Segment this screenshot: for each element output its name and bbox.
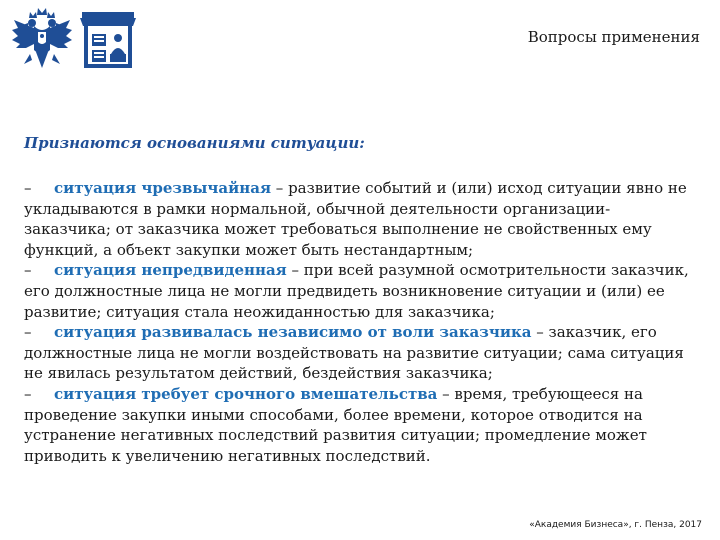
- list-item-term: ситуация чрезвычайная: [54, 179, 272, 197]
- list-item-term: ситуация непредвиденная: [54, 261, 287, 280]
- list-item-text: – заказчик, его должностные лица не могли воздействовать на развитие ситуации; сама ситуация не явилась результатом действий, бездействия заказчика;: [24, 323, 684, 383]
- list-dash: –: [24, 323, 32, 342]
- list-item: [24, 384, 696, 466]
- page-title: Вопросы применения: [527, 28, 700, 46]
- list-item-term: ситуация требует срочного вмешательства: [54, 384, 438, 403]
- list-dash: –: [24, 179, 32, 197]
- list-item-text: – развитие событий и (или) исход ситуации явно не укладываются в рамки нормальной, обычной деятельности организации-заказчика; от заказчика может требоваться выполнение не свойственных ему функций, а объект закупки может быть нестандартным;: [24, 179, 687, 259]
- list-item-text: – при всей разумной осмотрительности заказчик, его должностные лица не могли предвидеть возникновение ситуации и (или) ее развитие; ситуация стала неожиданностью для заказчика;: [24, 261, 689, 321]
- double-headed-eagle-icon: [10, 8, 74, 74]
- list-item: [24, 322, 696, 384]
- kiosk-shop-icon: [80, 10, 136, 70]
- list-item: [24, 260, 696, 322]
- header: [0, 0, 720, 80]
- list-dash: –: [24, 384, 32, 403]
- list-item: [24, 178, 696, 260]
- grounds-list: [24, 178, 696, 466]
- section-heading: Признаются основаниями ситуации:: [24, 134, 365, 152]
- list-item-text: – время, требующееся на проведение закупки иными способами, более времени, которое отводится на устранение негативных последствий развития ситуации; промедление может приводить к увеличению негативных последствий.: [24, 384, 647, 465]
- footer-credit: «Академия Бизнеса», г. Пенза, 2017: [529, 520, 702, 530]
- list-dash: –: [24, 261, 32, 280]
- list-item-term: ситуация развивалась независимо от воли заказчика: [54, 323, 532, 342]
